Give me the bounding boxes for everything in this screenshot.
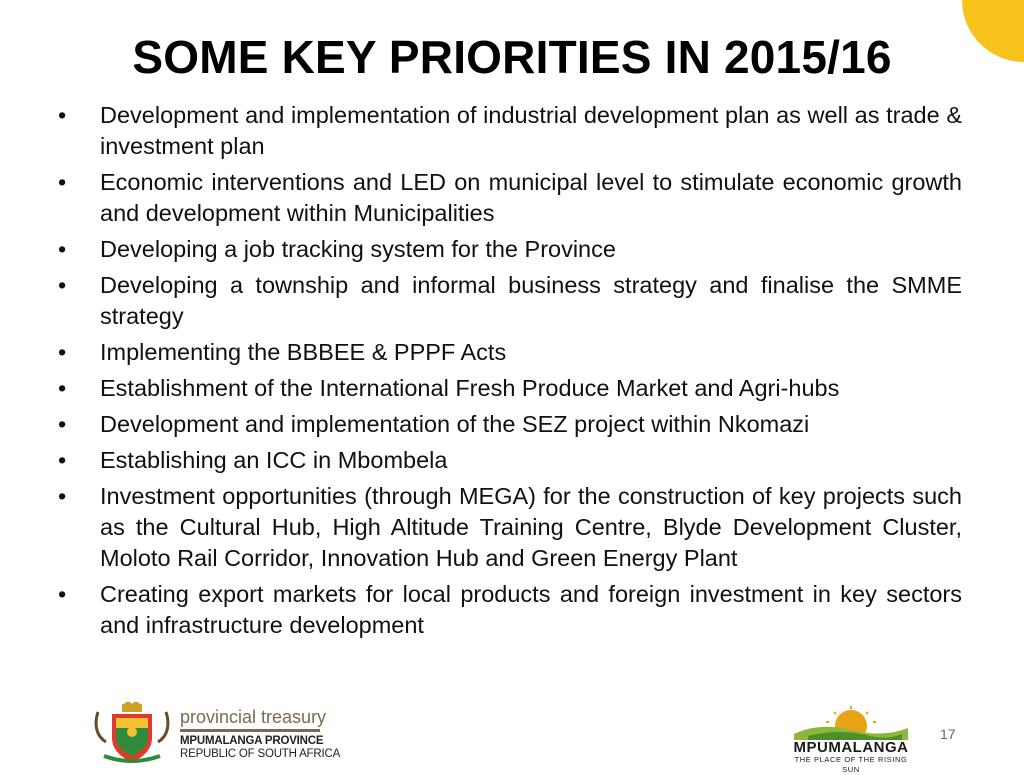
list-item <box>58 167 962 229</box>
list-item <box>58 481 962 574</box>
list-item-text: Economic interventions and LED on municipal level to stimulate economic growth and development within Municipalities <box>100 169 962 226</box>
list-item-text: Establishing an ICC in Mbombela <box>100 447 448 473</box>
list-item-text: Development and implementation of the SEZ project within Nkomazi <box>100 411 810 437</box>
bullet-icon: • <box>58 483 67 509</box>
mpumalanga-tagline: THE PLACE OF THE RISING SUN <box>794 755 908 774</box>
page-number: 17 <box>940 726 956 742</box>
mpumalanga-name: MPUMALANGA <box>793 739 909 756</box>
bullet-icon: • <box>58 102 67 128</box>
list-item <box>58 270 962 332</box>
bullet-icon: • <box>58 169 67 195</box>
list-item-text: Investment opportunities (through MEGA) for the construction of key projects such as the Cultural Hub, High Altitude Training Centre, Blyde Development Cluster, Moloto Rail Corridor, Innovation Hub and Green Energy Plant <box>100 483 962 571</box>
list-item-text: Developing a township and informal business strategy and finalise the SMME strategy <box>100 272 962 329</box>
treasury-wordmark <box>180 707 340 761</box>
bullet-icon: • <box>58 272 67 298</box>
bullet-icon: • <box>58 375 67 401</box>
slide-title: SOME KEY PRIORITIES IN 2015/16 <box>132 31 892 83</box>
mpumalanga-logo <box>790 704 912 774</box>
list-item-text: Establishment of the International Fresh Produce Market and Agri-hubs <box>100 375 840 401</box>
list-item-text: Development and implementation of industrial development plan as well as trade & investment plan <box>100 102 962 159</box>
list-item <box>58 234 962 265</box>
rising-sun-icon <box>790 704 912 740</box>
list-item <box>58 409 962 440</box>
treasury-logo <box>88 702 340 766</box>
bullet-icon: • <box>58 339 67 365</box>
list-item <box>58 373 962 404</box>
treasury-divider <box>180 729 320 732</box>
list-item <box>58 100 962 162</box>
bullet-icon: • <box>58 411 67 437</box>
bullet-icon: • <box>58 581 67 607</box>
coat-of-arms-icon <box>88 702 176 766</box>
bullet-icon: • <box>58 447 67 473</box>
treasury-province: MPUMALANGA PROVINCE <box>180 735 324 747</box>
list-item-text: Implementing the BBBEE & PPPF Acts <box>100 339 507 365</box>
list-item-text: Developing a job tracking system for the Province <box>100 236 616 262</box>
list-item <box>58 579 962 641</box>
treasury-name: provincial treasury <box>180 707 327 727</box>
list-item <box>58 445 962 476</box>
list-item-text: Creating export markets for local products and foreign investment in key sectors and infrastructure development <box>100 581 962 638</box>
priorities-list <box>58 100 962 646</box>
treasury-country: REPUBLIC OF SOUTH AFRICA <box>180 748 341 760</box>
bullet-icon: • <box>58 236 67 262</box>
list-item <box>58 337 962 368</box>
